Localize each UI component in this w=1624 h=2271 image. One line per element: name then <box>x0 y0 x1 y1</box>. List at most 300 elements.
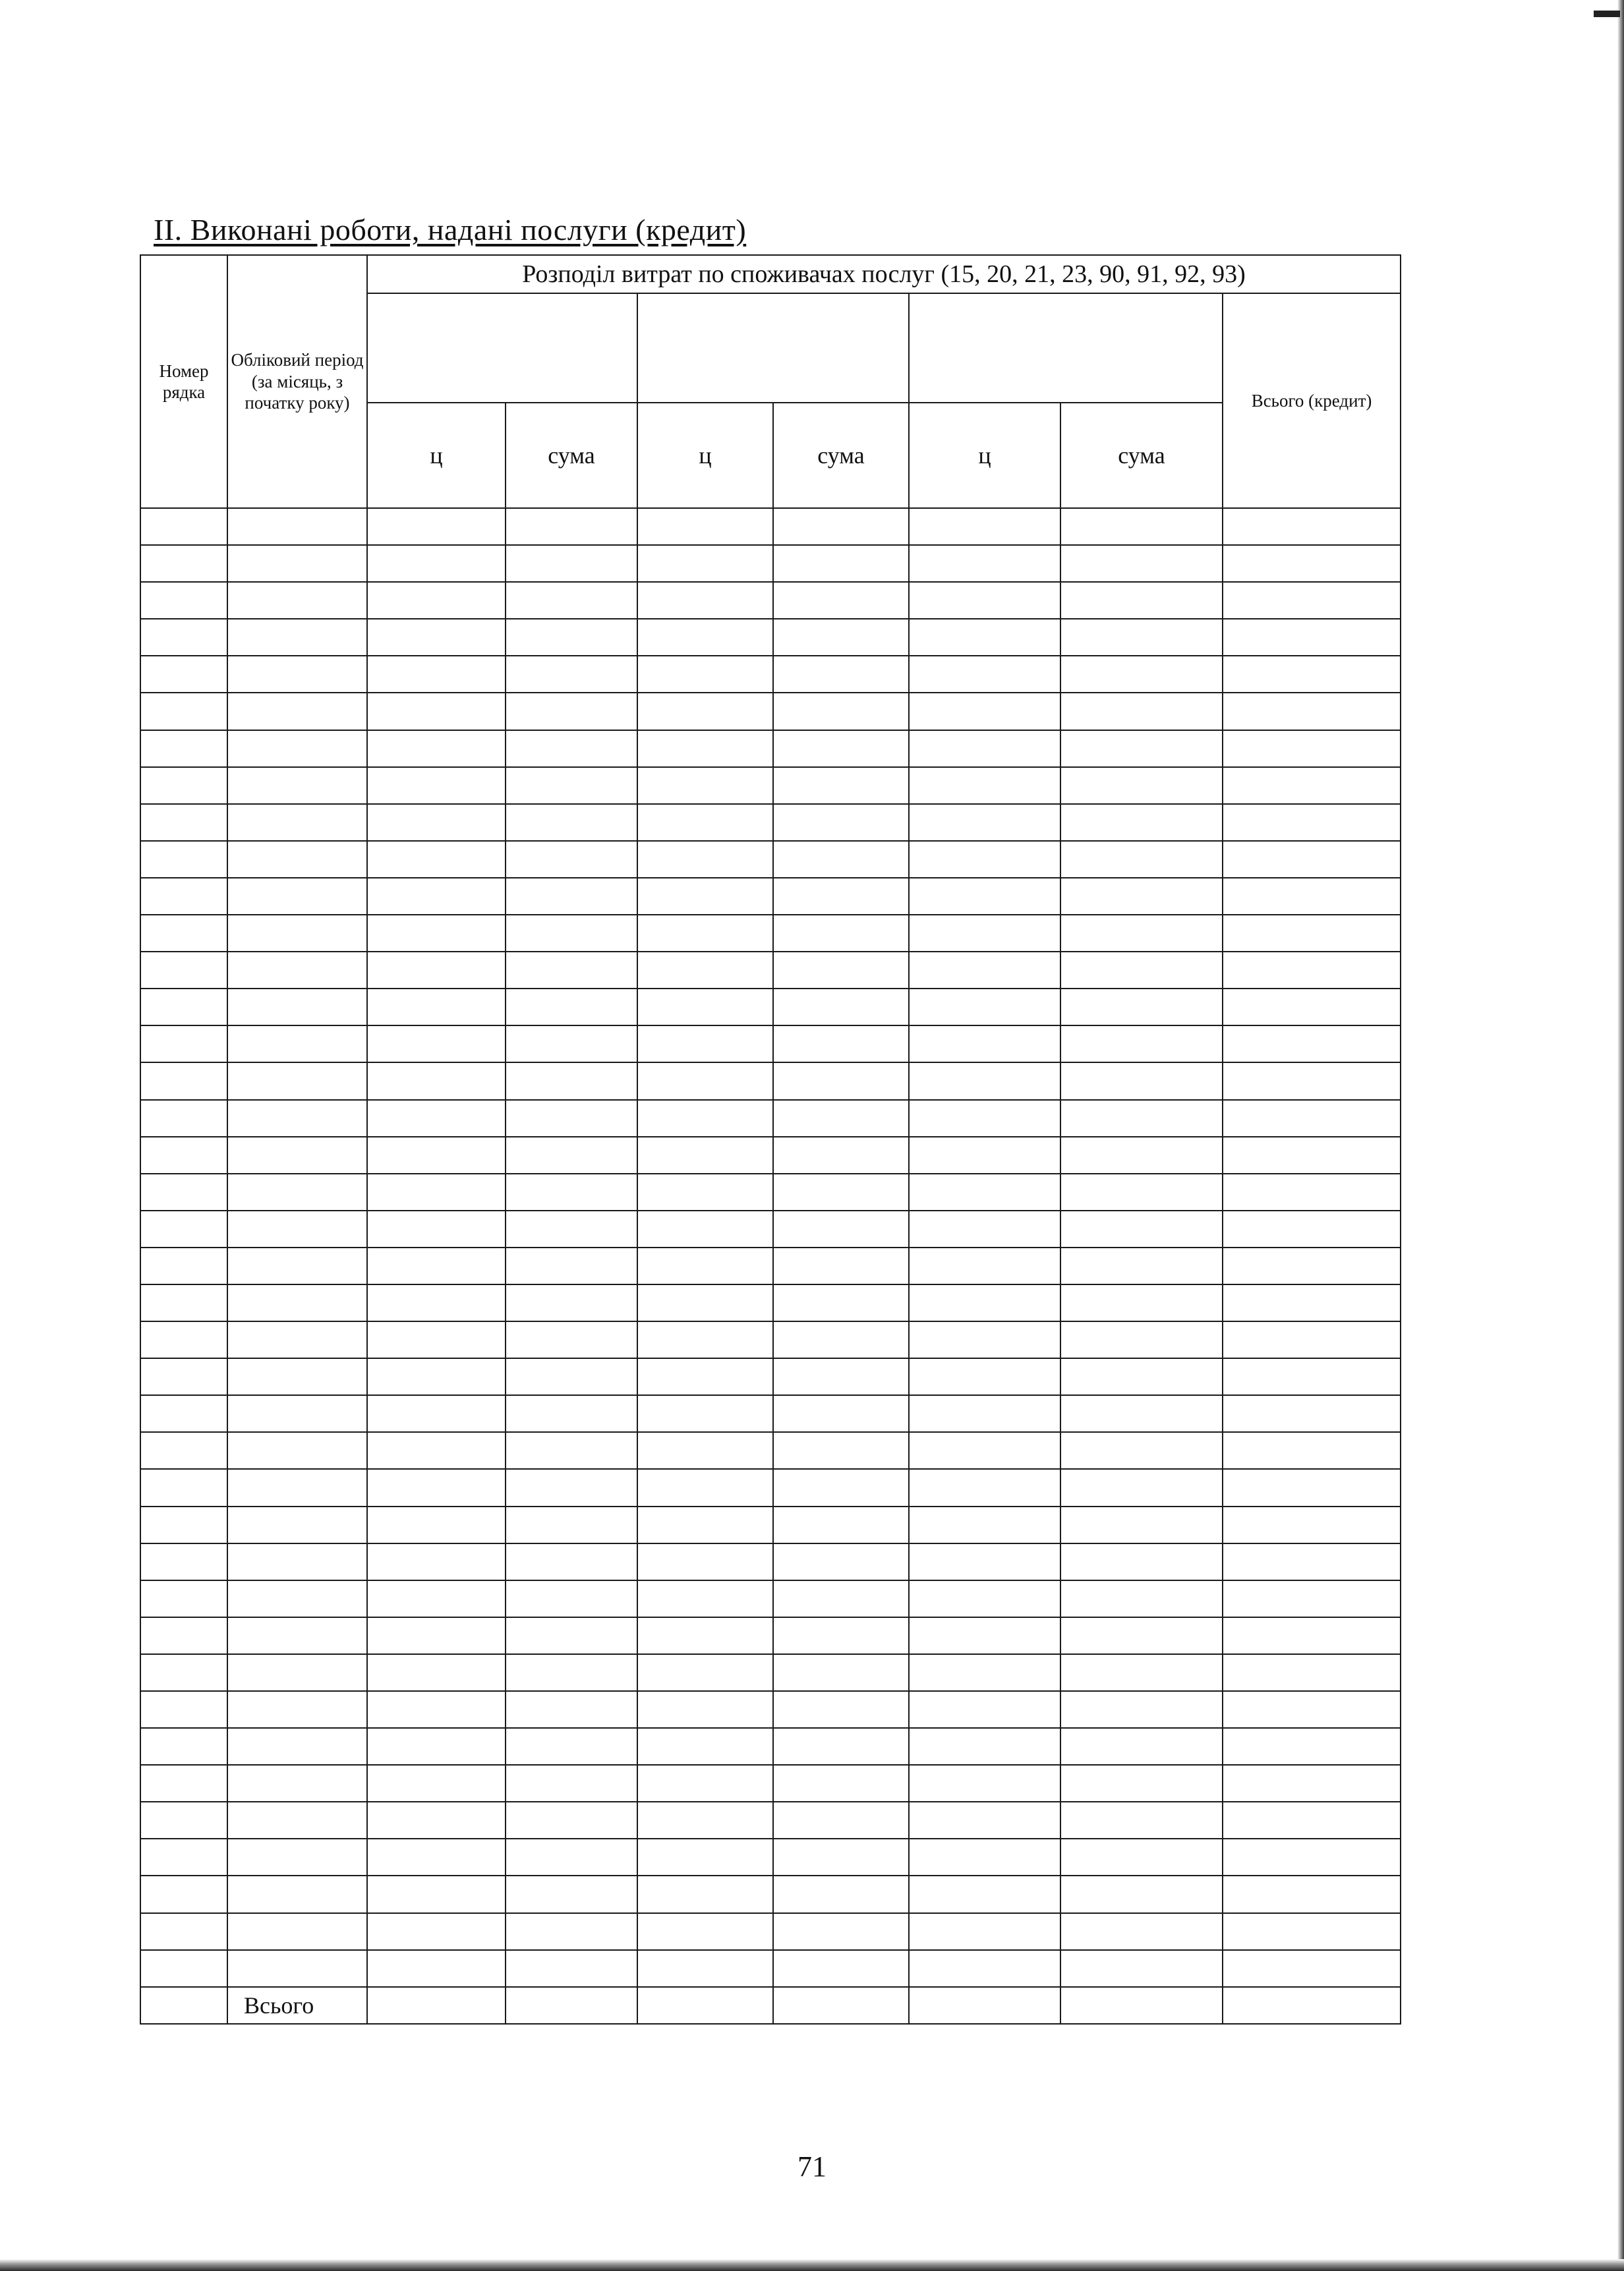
table-cell <box>1223 1691 1401 1728</box>
table-cell <box>140 1321 227 1358</box>
table-cell <box>1060 1765 1223 1802</box>
table-cell <box>1223 1765 1401 1802</box>
table-row <box>140 767 1401 804</box>
table-cell <box>773 1728 909 1765</box>
table-cell <box>506 1358 637 1395</box>
table-cell <box>506 1543 637 1580</box>
table-cell <box>140 545 227 582</box>
table-cell <box>637 1100 773 1137</box>
table-cell <box>1223 1137 1401 1174</box>
table-cell <box>506 1100 637 1137</box>
table-cell <box>506 1876 637 1912</box>
table-cell <box>506 1062 637 1099</box>
table-row <box>140 693 1401 730</box>
table-cell <box>367 1395 506 1432</box>
table-cell <box>773 878 909 915</box>
table-cell <box>227 1395 367 1432</box>
table-cell <box>140 1580 227 1617</box>
table-cell <box>140 656 227 693</box>
table-cell <box>637 1728 773 1765</box>
table-cell <box>1060 730 1223 767</box>
table-row <box>140 1358 1401 1395</box>
table-cell <box>637 1950 773 1987</box>
table-cell <box>367 1876 506 1912</box>
table-cell <box>637 1469 773 1506</box>
table-cell <box>773 619 909 656</box>
table-cell <box>506 1802 637 1839</box>
table-cell <box>637 1284 773 1321</box>
table-cell <box>1060 1174 1223 1211</box>
total-cell <box>1060 1987 1223 2024</box>
table-cell <box>1223 1432 1401 1469</box>
table-cell <box>909 841 1060 878</box>
table-cell <box>367 730 506 767</box>
table-row <box>140 1395 1401 1432</box>
table-cell <box>227 619 367 656</box>
table-cell <box>1223 1358 1401 1395</box>
table-cell <box>773 1100 909 1137</box>
header-period: Обліковий період (за місяць, з початку року) <box>227 255 367 508</box>
header-consumer-1 <box>367 293 637 403</box>
table-row <box>140 1913 1401 1950</box>
table-cell <box>227 1913 367 1950</box>
table-cell <box>637 841 773 878</box>
table-cell <box>637 1137 773 1174</box>
table-cell <box>367 1654 506 1691</box>
table-row <box>140 1617 1401 1654</box>
table-row <box>140 619 1401 656</box>
table-cell <box>227 508 367 545</box>
table-cell <box>1060 1691 1223 1728</box>
table-cell <box>506 1248 637 1284</box>
table-cell <box>140 1100 227 1137</box>
table-cell <box>506 1839 637 1876</box>
table-cell <box>1060 656 1223 693</box>
table-cell <box>140 915 227 952</box>
credit-ledger-table <box>140 254 1401 2025</box>
table-cell <box>637 1617 773 1654</box>
table-cell <box>227 1284 367 1321</box>
table-cell <box>506 1765 637 1802</box>
table-cell <box>140 730 227 767</box>
table-cell <box>367 804 506 841</box>
table-cell <box>1060 508 1223 545</box>
table-cell <box>909 952 1060 989</box>
table-row <box>140 730 1401 767</box>
total-cell <box>909 1987 1060 2024</box>
table-cell <box>1060 841 1223 878</box>
table-cell <box>367 693 506 730</box>
table-cell <box>367 1432 506 1469</box>
table-cell <box>1223 1395 1401 1432</box>
table-cell <box>367 1469 506 1506</box>
table-cell <box>506 1321 637 1358</box>
table-cell <box>227 1174 367 1211</box>
table-cell <box>909 1469 1060 1506</box>
table-cell <box>227 730 367 767</box>
table-cell <box>773 952 909 989</box>
table-cell <box>506 1691 637 1728</box>
table-cell <box>1060 1025 1223 1062</box>
table-row <box>140 1691 1401 1728</box>
table-cell <box>506 952 637 989</box>
table-cell <box>227 915 367 952</box>
table-cell <box>506 1654 637 1691</box>
table-cell <box>506 1174 637 1211</box>
table-cell <box>909 1802 1060 1839</box>
table-cell <box>367 656 506 693</box>
table-cell <box>1223 1839 1401 1876</box>
table-cell <box>909 1950 1060 1987</box>
table-cell <box>773 989 909 1025</box>
table-cell <box>909 1395 1060 1432</box>
table-cell <box>1060 693 1223 730</box>
table-cell <box>773 1211 909 1248</box>
table-cell <box>506 804 637 841</box>
table-cell <box>909 730 1060 767</box>
table-cell <box>367 1174 506 1211</box>
table-cell <box>1060 1876 1223 1912</box>
table-cell <box>637 1691 773 1728</box>
table-cell <box>1223 1062 1401 1099</box>
table-cell <box>1223 1248 1401 1284</box>
table-cell <box>1223 878 1401 915</box>
table-cell <box>637 582 773 619</box>
table-cell <box>506 730 637 767</box>
table-cell <box>1223 915 1401 952</box>
table-cell <box>637 1432 773 1469</box>
table-cell <box>1223 841 1401 878</box>
table-cell <box>637 1174 773 1211</box>
table-cell <box>773 1025 909 1062</box>
table-cell <box>1060 1839 1223 1876</box>
table-cell <box>637 878 773 915</box>
table-cell <box>773 1137 909 1174</box>
table-cell <box>773 1395 909 1432</box>
table-cell <box>140 1025 227 1062</box>
table-cell <box>506 1580 637 1617</box>
table-cell <box>367 1321 506 1358</box>
table-cell <box>637 989 773 1025</box>
table-cell <box>637 619 773 656</box>
table-cell <box>227 841 367 878</box>
table-cell <box>773 656 909 693</box>
header-sub-price-2: ц <box>637 403 773 508</box>
table-cell <box>506 878 637 915</box>
table-cell <box>506 1913 637 1950</box>
table-cell <box>367 878 506 915</box>
table-cell <box>773 1580 909 1617</box>
page-number: 71 <box>798 2150 826 2183</box>
header-consumer-3 <box>909 293 1223 403</box>
table-cell <box>367 1062 506 1099</box>
table-cell <box>367 1950 506 1987</box>
table-cell <box>140 1469 227 1506</box>
table-cell <box>140 952 227 989</box>
table-cell <box>367 1728 506 1765</box>
table-row <box>140 508 1401 545</box>
table-cell <box>909 1507 1060 1543</box>
table-cell <box>1223 1469 1401 1506</box>
table-cell <box>506 989 637 1025</box>
table-cell <box>367 989 506 1025</box>
table-cell <box>909 989 1060 1025</box>
table-cell <box>637 1839 773 1876</box>
total-cell <box>773 1987 909 2024</box>
table-cell <box>227 1469 367 1506</box>
table-cell <box>506 693 637 730</box>
table-cell <box>909 1543 1060 1580</box>
table-cell <box>773 1950 909 1987</box>
table-cell <box>506 915 637 952</box>
table-cell <box>367 1284 506 1321</box>
table-cell <box>140 989 227 1025</box>
table-cell <box>773 915 909 952</box>
table-cell <box>637 1395 773 1432</box>
table-cell <box>1060 952 1223 989</box>
table-row <box>140 1728 1401 1765</box>
table-cell <box>140 1691 227 1728</box>
table-row <box>140 1839 1401 1876</box>
table-cell <box>637 1765 773 1802</box>
table-cell <box>637 1211 773 1248</box>
table-cell <box>909 1137 1060 1174</box>
table-cell <box>1223 1654 1401 1691</box>
table-cell <box>506 619 637 656</box>
table-cell <box>506 841 637 878</box>
table-row <box>140 1876 1401 1912</box>
table-cell <box>1223 1211 1401 1248</box>
table-cell <box>227 1950 367 1987</box>
table-cell <box>637 1654 773 1691</box>
table-cell <box>140 1839 227 1876</box>
table-cell <box>140 841 227 878</box>
table-cell <box>367 508 506 545</box>
table-cell <box>140 619 227 656</box>
table-cell <box>1060 1802 1223 1839</box>
table-cell <box>1223 1728 1401 1765</box>
table-row <box>140 804 1401 841</box>
table-cell <box>1223 1507 1401 1543</box>
table-cell <box>367 952 506 989</box>
table-cell <box>227 582 367 619</box>
table-cell <box>506 1617 637 1654</box>
table-cell <box>140 1728 227 1765</box>
table-cell <box>227 1728 367 1765</box>
table-cell <box>506 1507 637 1543</box>
table-cell <box>140 508 227 545</box>
table-row <box>140 878 1401 915</box>
header-sub-sum-2: сума <box>773 403 909 508</box>
table-cell <box>637 1248 773 1284</box>
table-cell <box>227 952 367 989</box>
table-cell <box>1060 1321 1223 1358</box>
table-cell <box>1060 915 1223 952</box>
table-cell <box>909 1876 1060 1912</box>
table-cell <box>227 1691 367 1728</box>
table-cell <box>140 1062 227 1099</box>
table-cell <box>367 1137 506 1174</box>
table-cell <box>909 508 1060 545</box>
table-cell <box>227 1617 367 1654</box>
table-cell <box>1223 656 1401 693</box>
table-cell <box>773 1543 909 1580</box>
header-consumer-2 <box>637 293 909 403</box>
table-cell <box>227 1432 367 1469</box>
table-cell <box>909 915 1060 952</box>
table-cell <box>909 804 1060 841</box>
table-cell <box>773 1765 909 1802</box>
table-cell <box>1060 582 1223 619</box>
table-cell <box>367 767 506 804</box>
table-cell <box>1060 767 1223 804</box>
table-cell <box>140 1284 227 1321</box>
table-cell <box>909 619 1060 656</box>
table-cell <box>367 1507 506 1543</box>
table-body <box>140 508 1401 2024</box>
table-cell <box>1223 619 1401 656</box>
header-row-number: Номер рядка <box>140 255 227 508</box>
table-cell <box>140 1617 227 1654</box>
table-cell <box>909 1728 1060 1765</box>
table-cell <box>1060 1507 1223 1543</box>
table-cell <box>909 1248 1060 1284</box>
table-row <box>140 1765 1401 1802</box>
table-cell <box>773 1617 909 1654</box>
table-cell <box>506 1728 637 1765</box>
table-cell <box>637 767 773 804</box>
table-cell <box>773 1432 909 1469</box>
table-cell <box>909 1025 1060 1062</box>
table-cell <box>637 1507 773 1543</box>
total-cell-row-number <box>140 1987 227 2024</box>
table-cell <box>506 1211 637 1248</box>
table-cell <box>773 1284 909 1321</box>
section-title: II. Виконані роботи, надані послуги (кредит) <box>154 213 747 246</box>
table-row <box>140 1248 1401 1284</box>
table-cell <box>909 1432 1060 1469</box>
table-cell <box>140 1358 227 1395</box>
table-cell <box>140 767 227 804</box>
table-cell <box>1223 1174 1401 1211</box>
table-cell <box>1060 1617 1223 1654</box>
table-cell <box>367 1248 506 1284</box>
table-cell <box>367 1580 506 1617</box>
table-cell <box>1060 1469 1223 1506</box>
table-cell <box>367 1100 506 1137</box>
table-row <box>140 1432 1401 1469</box>
table-cell <box>367 582 506 619</box>
table-cell <box>773 545 909 582</box>
table-row <box>140 1950 1401 1987</box>
table-cell <box>140 1802 227 1839</box>
scan-mark-top <box>1594 11 1620 17</box>
table-cell <box>367 1802 506 1839</box>
table-row <box>140 1802 1401 1839</box>
table-cell <box>1223 1025 1401 1062</box>
table-cell <box>367 1617 506 1654</box>
table-cell <box>637 508 773 545</box>
table-cell <box>637 915 773 952</box>
table-row <box>140 1469 1401 1506</box>
table-cell <box>773 1358 909 1395</box>
table-cell <box>367 1765 506 1802</box>
table-cell <box>1223 1876 1401 1912</box>
table-cell <box>140 1174 227 1211</box>
table-cell <box>637 1321 773 1358</box>
table-cell <box>909 1284 1060 1321</box>
scan-edge-bottom <box>0 2259 1624 2271</box>
table-cell <box>227 1765 367 1802</box>
table-cell <box>506 1469 637 1506</box>
table-row <box>140 1284 1401 1321</box>
table-cell <box>506 1395 637 1432</box>
table-cell <box>1060 1913 1223 1950</box>
table-cell <box>909 1617 1060 1654</box>
table-cell <box>140 1248 227 1284</box>
table-cell <box>637 1876 773 1912</box>
table-cell <box>637 693 773 730</box>
table-cell <box>637 804 773 841</box>
table-row <box>140 656 1401 693</box>
table-row <box>140 545 1401 582</box>
table-cell <box>227 767 367 804</box>
table-cell <box>140 1432 227 1469</box>
table-cell <box>227 1248 367 1284</box>
table-cell <box>1060 1543 1223 1580</box>
table-cell <box>367 1691 506 1728</box>
table-cell <box>773 841 909 878</box>
table-cell <box>367 1211 506 1248</box>
table-cell <box>1060 1100 1223 1137</box>
table-row <box>140 582 1401 619</box>
table-row <box>140 952 1401 989</box>
table-cell <box>637 1802 773 1839</box>
table-cell <box>1060 1432 1223 1469</box>
total-row-label: Всього <box>227 1987 367 2024</box>
table-cell <box>506 767 637 804</box>
table-cell <box>227 1802 367 1839</box>
table-cell <box>506 545 637 582</box>
table-cell <box>140 1137 227 1174</box>
table-cell <box>1223 1580 1401 1617</box>
table-row <box>140 1580 1401 1617</box>
table-cell <box>773 1654 909 1691</box>
table-cell <box>367 1913 506 1950</box>
table-cell <box>227 1654 367 1691</box>
total-cell <box>506 1987 637 2024</box>
table-cell <box>140 1211 227 1248</box>
table-cell <box>227 1507 367 1543</box>
table-cell <box>227 989 367 1025</box>
table-cell <box>1060 804 1223 841</box>
table-cell <box>909 1174 1060 1211</box>
table-cell <box>140 878 227 915</box>
total-row <box>140 1987 1401 2024</box>
header-sub-sum-1: сума <box>506 403 637 508</box>
table-cell <box>637 1543 773 1580</box>
table-cell <box>1223 1321 1401 1358</box>
header-distribution: Розподіл витрат по споживачах послуг (15, 20, 21, 23, 90, 91, 92, 93) <box>367 255 1401 293</box>
table-cell <box>1060 1580 1223 1617</box>
table-cell <box>506 1025 637 1062</box>
table-cell <box>140 1876 227 1912</box>
table-cell <box>227 1358 367 1395</box>
table-cell <box>227 1580 367 1617</box>
table-cell <box>227 1839 367 1876</box>
table-cell <box>140 582 227 619</box>
header-total-credit: Всього (кредит) <box>1223 293 1401 508</box>
